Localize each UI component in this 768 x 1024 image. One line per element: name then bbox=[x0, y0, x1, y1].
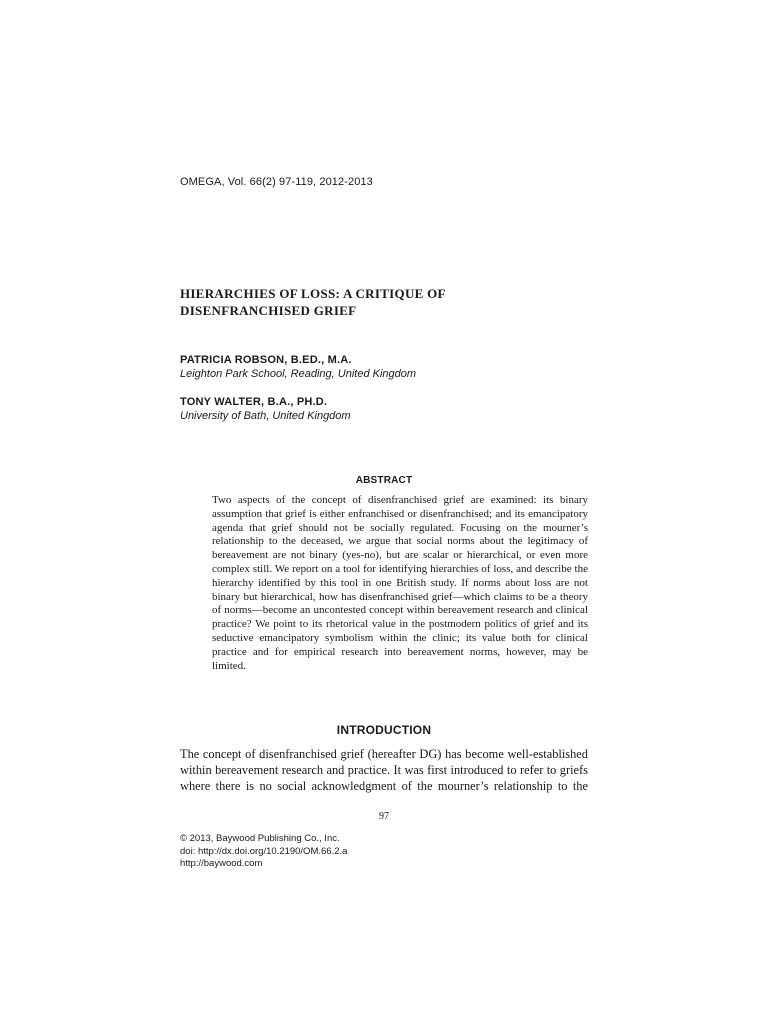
page-number: 97 bbox=[379, 811, 389, 822]
journal-citation: OMEGA, Vol. 66(2) 97-119, 2012-2013 bbox=[180, 176, 373, 188]
author-2 bbox=[180, 395, 351, 424]
copyright-notice: © 2013, Baywood Publishing Co., Inc. bbox=[180, 833, 340, 844]
author-name: PATRICIA ROBSON, B.ED., M.A. bbox=[180, 354, 352, 366]
publisher-footer bbox=[180, 833, 347, 871]
article-title-line-2: DISENFRANCHISED GRIEF bbox=[180, 303, 357, 318]
introduction-heading: INTRODUCTION bbox=[336, 723, 432, 737]
doi-link[interactable]: doi: http://dx.doi.org/10.2190/OM.66.2.a bbox=[180, 845, 348, 857]
author-name: TONY WALTER, B.A., PH.D. bbox=[180, 396, 328, 408]
abstract-text: Two aspects of the concept of disenfranchised grief are examined: its binary assumption that grief is either enfranchised or disenfranchised; and its emancipatory agenda that grief should not be socially regulated. Focusing on the mourner’s relationship to the deceased, we argue that social norms about the legitimacy of bereavement are not binary (yes-no), but are scalar or hierarchical, or even more complex still. We report on a tool for identifying hierarchies of loss, and describe the hierarchy identified by this tool in one British study. If norms about loss are not binary but hierarchical, how has disenfranchised grief—which claims to be a theory of norms—become an uncontested concept within bereavement research and clinical practice? We point to its rhetorical value in the postmodern politics of grief and its seductive emancipatory symbolism within the clinic; its value both for clinical practice and for empirical research into bereavement norms, however, may be limited. bbox=[212, 494, 588, 672]
article-title-line-1: HIERARCHIES OF LOSS: A CRITIQUE OF bbox=[180, 286, 446, 301]
article-title bbox=[180, 285, 600, 319]
abstract-heading: ABSTRACT bbox=[355, 475, 413, 486]
introduction-text: The concept of disenfranchised grief (hereafter DG) has become well-established within bereavement research and practice. It was first introduced to refer to griefs where there is no social acknowledgment of the mourner’s relationship to the bbox=[180, 747, 588, 793]
author-1 bbox=[180, 353, 416, 382]
publisher-url[interactable]: http://baywood.com bbox=[180, 858, 263, 869]
author-affiliation: University of Bath, United Kingdom bbox=[180, 410, 351, 422]
author-affiliation: Leighton Park School, Reading, United Kingdom bbox=[180, 368, 417, 380]
